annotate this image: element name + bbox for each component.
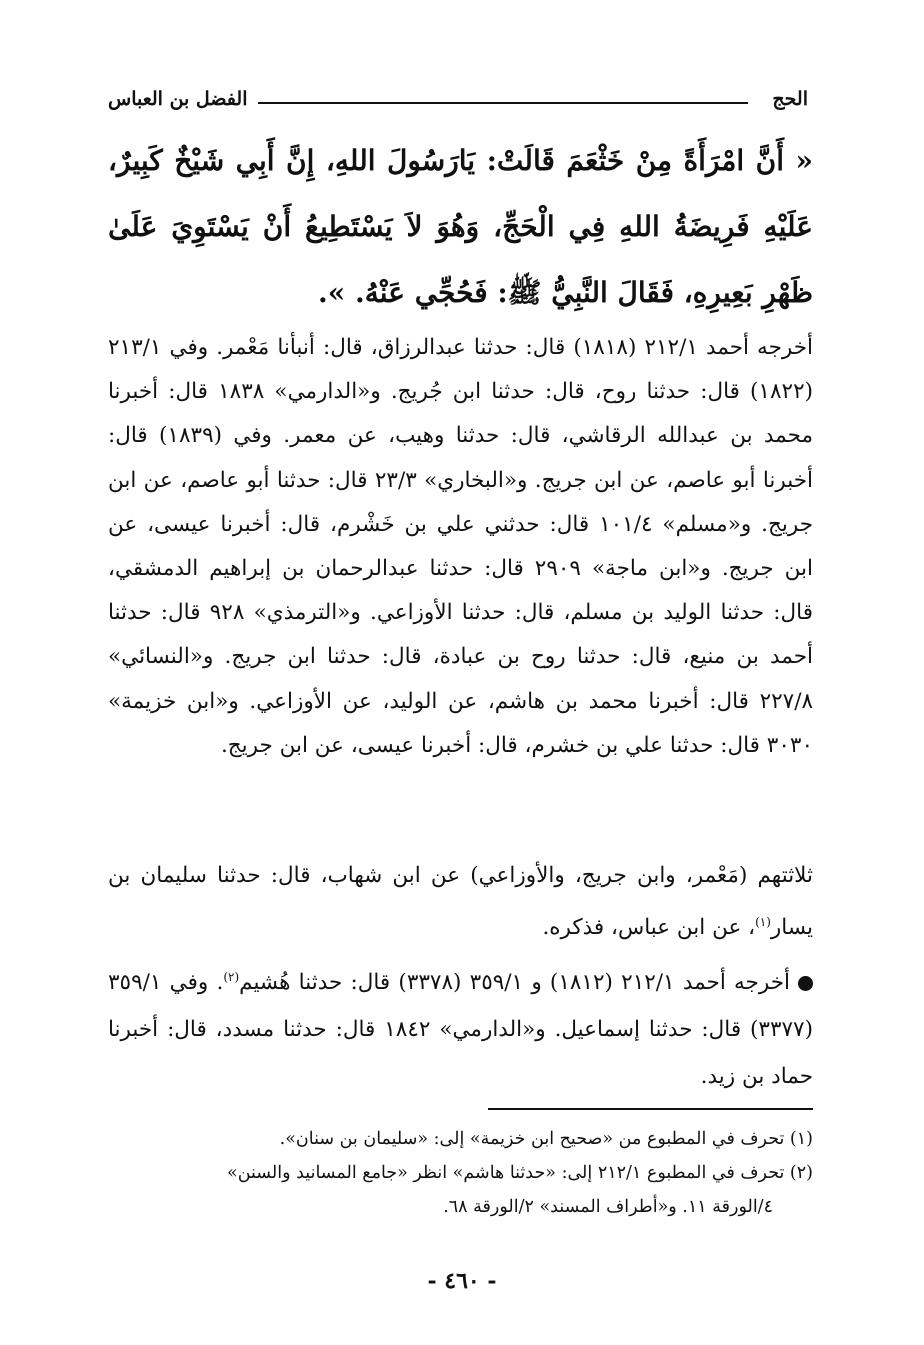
- page-number: - ٤٦٠ -: [427, 1268, 497, 1294]
- takhrij-paragraph-2: [108, 954, 813, 1100]
- narrator-title: الفضل بن العباس: [108, 88, 248, 110]
- summary-text-1: ثلاثتهم (مَعْمر، وابن جريج، والأوزاعي) عن ابن شهاب، قال: حدثنا سليمان بن يسار: [108, 863, 813, 941]
- hadith-text: « أَنَّ امْرَأَةً مِنْ خَثْعَمَ قَالَتْ: يَارَسُولَ اللهِ، إِنَّ أَبِي شَيْخٌ كَبِيرٌ، عَلَيْهِ فَرِيضَةُ اللهِ فِي الْحَجِّ، وَهُوَ لاَ يَسْتَطِيعُ أَنْ يَسْتَوِيَ عَلَىٰ ظَهْرِ بَعِيرِهِ، فَقَالَ النَّبِيُّ ﷺ: فَحُجِّي عَنْهُ. ».: [108, 144, 813, 309]
- running-header: [108, 88, 808, 118]
- footnote-1: (١) تحرف في المطبوع من «صحيح ابن خزيمة» إلى: «سليمان بن سنان».: [279, 1129, 813, 1149]
- footnote-2-continued: ٤/الورقة ١١. و«أطراف المسند» ٢/الورقة ٦٨.: [443, 1197, 773, 1217]
- header-rule: [258, 102, 748, 104]
- footnotes: [108, 1122, 813, 1224]
- bullet-icon: [798, 976, 813, 991]
- takhrij2-text-1: أخرجه أحمد ٢١٢/١ (١٨١٢) و ٣٥٩/١ (٣٣٧٨) قال: حدثنا هُشيم: [239, 970, 790, 996]
- summary-text-2: ، عن ابن عباس، فذكره.: [542, 915, 756, 941]
- takhrij-paragraph: أخرجه أحمد ٢١٢/١ (١٨١٨) قال: حدثنا عبدالرزاق، قال: أنبأنا مَعْمر. وفي ٢١٣/١ (١٨٢٢) قال: حدثنا روح، قال: حدثنا ابن جُريج. و«الدارمي» ١٨٣٨ قال: أخبرنا محمد بن عبدالله الرقاشي، قال: حدثنا وهيب، عن معمر. وفي (١٨٣٩) قال: أخبرنا أبو عاصم، عن ابن جريج. و«البخاري» ٢٣/٣ قال: حدثنا أبو عاصم، عن ابن جريج. و«مسلم» ١٠١/٤ قال: حدثني علي بن خَشْرم، قال: أخبرنا عيسى، عن ابن جريج. و«ابن ماجة» ٢٩٠٩ قال: حدثنا عبدالرحمان بن إبراهيم الدمشقي، قال: حدثنا الوليد بن مسلم، قال: حدثنا الأوزاعي. و«الترمذي» ٩٢٨ قال: حدثنا أحمد بن منيع، قال: حدثنا روح بن عبادة، قال: حدثنا ابن جريج. و«النسائي» ٢٢٧/٨ قال: أخبرنا محمد بن هاشم، عن الوليد، عن الأوزاعي. و«ابن خزيمة» ٣٠٣٠ قال: حدثنا علي بن خشرم، قال: أخبرنا عيسى، عن ابن جريج.: [108, 335, 814, 758]
- footnote-ref-1: (١): [755, 915, 771, 929]
- footnote-ref-2: (٢): [223, 970, 240, 984]
- footnote-2: (٢) تحرف في المطبوع ٢١٢/١ إلى: «حدثنا هاشم» انظر «جامع المسانيد والسنن»: [226, 1163, 813, 1183]
- footnote-separator: [488, 1108, 813, 1110]
- takhrij2-text-2: . وفي ٣٥٩/١ (٣٣٧٧) قال: حدثنا إسماعيل. و«الدارمي» ١٨٤٢ قال: حدثنا مسدد، قال: أخبرنا حماد بن زيد.: [108, 970, 813, 1090]
- summary-paragraph: [108, 852, 813, 951]
- chapter-title: الحج: [772, 88, 808, 110]
